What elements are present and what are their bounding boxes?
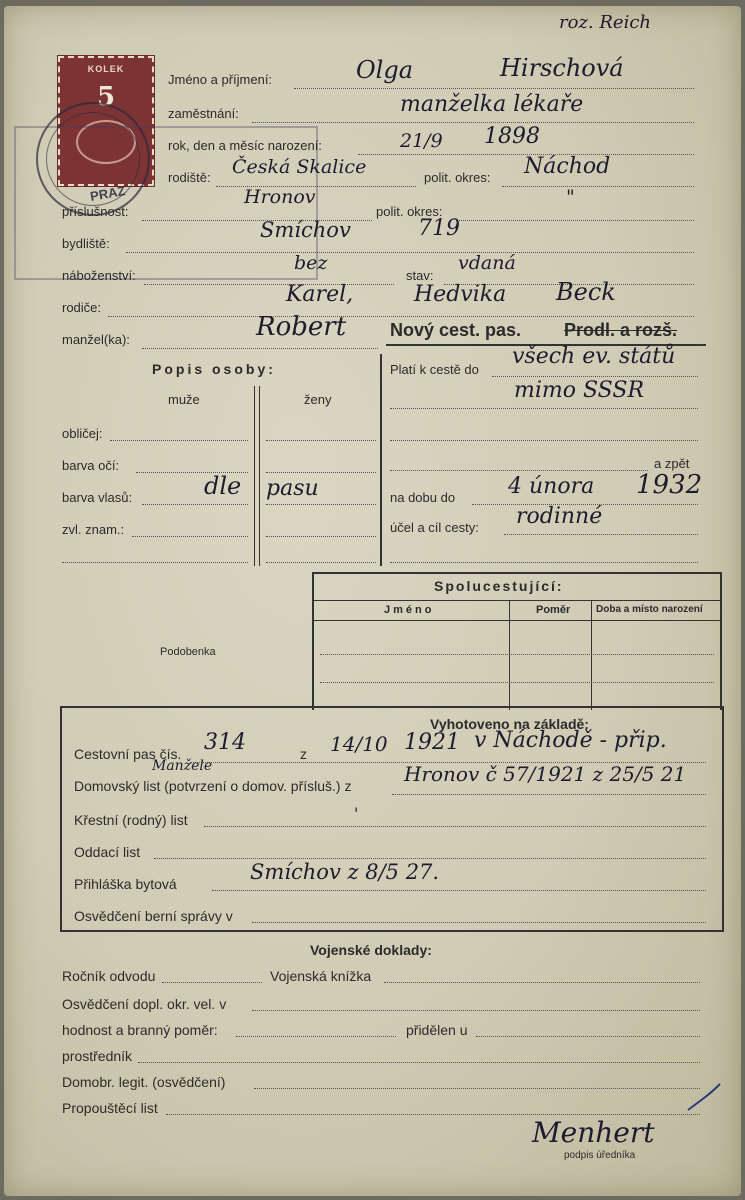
prostrednik-line (138, 1062, 700, 1063)
nabozenstvi-label: náboženství: (62, 268, 136, 283)
rodice-line (108, 316, 694, 317)
rocnik-label: Ročník odvodu (62, 968, 156, 984)
jmeno-line (294, 88, 694, 89)
krestni-line (204, 826, 706, 827)
prihlaska-label: Přihláška bytová (74, 876, 177, 892)
oci-line-2 (266, 472, 376, 473)
ucel-label: účel a cíl cesty: (390, 520, 479, 535)
popis-title: Popis osoby: (152, 361, 276, 377)
ucel-line (504, 534, 698, 535)
bydliste-label: bydliště: (62, 236, 110, 251)
osvedceni-dopl-label: Osvědčení dopl. okr. vel. v (62, 996, 227, 1012)
rodice-value-3: Beck (556, 278, 616, 306)
spolu-col-doba: Doba a místo narození (596, 604, 703, 615)
bydliste-no: 719 (418, 216, 460, 241)
domovsky-label: Domovský list (potvrzení o domov. přísluš.) z (74, 778, 352, 794)
prostrednik-label: prostředník (62, 1048, 133, 1064)
knizka-line (384, 982, 700, 983)
zvl-line-4 (266, 562, 376, 563)
top-note: roz. Reich (559, 12, 652, 33)
plati-value-1: všech ev. států (512, 344, 676, 369)
vlasu-line-1 (142, 504, 248, 505)
manzel-line (142, 348, 378, 349)
nabozenstvi-value: bez (294, 252, 328, 274)
popis-oblicej: obličej: (62, 426, 103, 441)
cestovni-year: 1921 (404, 730, 460, 755)
zamestnani-value: manželka lékaře (400, 92, 584, 117)
knizka-label: Vojenská knížka (270, 968, 372, 984)
rodice-value-2: Hedvika (414, 282, 507, 307)
popis-barva-oci: barva očí: (62, 458, 120, 473)
stav-label: stav: (406, 268, 434, 283)
cestovni-note: Manžele (152, 758, 213, 774)
spolu-header-bottom (314, 620, 720, 621)
polit-okres-label-1: polit. okres: (424, 170, 491, 185)
police-seal-text: PRAZ (88, 183, 127, 204)
passport-title-struck: Prodl. a rozš. (564, 320, 678, 340)
cestovni-no: 314 (204, 730, 246, 755)
oddaci-line (154, 858, 706, 859)
cestovni-place: v Náchodě - přip. (474, 728, 667, 753)
zvl-line-1 (132, 536, 248, 537)
krestni-mark: ' (354, 804, 359, 823)
popis-value-1: dle (204, 472, 242, 500)
narozeni-year: 1898 (484, 124, 540, 149)
cestovni-date: 14/10 (330, 732, 388, 756)
polit-okres-line-2 (456, 220, 694, 221)
popis-zvl-znam: zvl. znam.: (62, 522, 125, 537)
manzel-value: Robert (256, 312, 347, 342)
middle-divider (380, 354, 382, 566)
propousteci-label: Propouštěcí list (62, 1100, 158, 1116)
vlasu-line-2 (266, 504, 376, 505)
stav-value: vdaná (458, 252, 516, 274)
plati-line-3 (390, 440, 698, 441)
propousteci-line (166, 1114, 700, 1115)
osvedceni-berni-label: Osvědčení berní správy v (74, 908, 233, 924)
domobr-label: Domobr. legit. (osvědčení) (62, 1074, 226, 1090)
revenue-stamp-label: KOLEK (87, 64, 125, 74)
dobu-year: 1932 (636, 470, 703, 500)
hodnost-label: hodnost a branný poměr: (62, 1022, 218, 1038)
plati-label: Platí k cestě do (390, 362, 479, 377)
popis-col-zeny: ženy (304, 392, 332, 407)
oblicej-line-2 (266, 440, 376, 441)
dobu-label: na dobu do (390, 490, 456, 505)
nabozenstvi-line (144, 284, 394, 285)
ucel-line-2 (390, 562, 698, 563)
popis-barva-vlasu: barva vlasů: (62, 490, 133, 505)
spolu-row-2 (320, 682, 714, 683)
zvl-line-2 (266, 536, 376, 537)
dobu-month: 4 února (508, 474, 595, 499)
podobenka-label: Podobenka (160, 646, 216, 658)
spolu-col-jmeno: Jméno (384, 604, 435, 616)
rodice-label: rodiče: (62, 300, 102, 315)
prihlaska-line (212, 890, 706, 891)
polit-okres-value-1: Náchod (524, 154, 611, 179)
hodnost-line (236, 1036, 396, 1037)
plati-line-2 (390, 408, 698, 409)
rodiste-label: rodiště: (168, 170, 211, 185)
popis-divider-b (259, 386, 260, 566)
osvedceni-berni-line (252, 922, 706, 923)
spolucestujici-table (312, 572, 722, 710)
spolu-row-1 (320, 654, 714, 655)
jmeno-label: Jméno a příjmení: (168, 72, 273, 87)
plati-value-2: mimo SSSR (514, 378, 645, 403)
prihlaska-value: Smíchov z 8/5 27. (250, 860, 440, 884)
oddaci-label: Oddací list (74, 844, 141, 860)
spolu-header-top (314, 600, 720, 601)
popis-divider-a (254, 386, 255, 566)
check-mark-icon (684, 1080, 724, 1116)
revenue-stamp-value: 5 (96, 82, 116, 112)
domovsky-value: Hronov č 57/1921 z 25/5 21 (404, 762, 687, 786)
document-page (4, 6, 741, 1196)
krestni-label: Křestní (rodný) list (74, 812, 188, 828)
ucel-value: rodinné (516, 504, 603, 529)
spolu-col-sep-2 (591, 600, 592, 710)
official-signature: Menhert (532, 1116, 655, 1149)
zamestnani-label: zaměstnání: (168, 106, 239, 121)
rodiste-value: Česká Skalice (232, 156, 367, 178)
zaklad-title: Vyhotoveno na základě: (430, 716, 589, 732)
plati-line-4 (390, 470, 648, 471)
spolu-col-pomer: Poměr (536, 604, 571, 616)
rodice-value-1: Karel, (286, 282, 354, 307)
osvedceni-dopl-line (252, 1010, 700, 1011)
pridelen-label: přidělen u (406, 1022, 468, 1038)
bydliste-line (126, 252, 694, 253)
a-zpet: a zpět (654, 456, 690, 471)
bydliste-place: Smíchov (260, 218, 351, 242)
zamestnani-line (252, 122, 694, 123)
zvl-line-3 (62, 562, 248, 563)
polit-okres-value-2: " (566, 186, 575, 208)
polit-okres-line-1 (502, 186, 694, 187)
manzel-label: manžel(ka): (62, 332, 130, 347)
prislusnost-label: příslušnost: (62, 204, 129, 219)
cestovni-z: z (300, 746, 307, 762)
vojenske-title: Vojenské doklady: (310, 942, 432, 958)
pridelen-line (476, 1036, 700, 1037)
oblicej-line-1 (110, 440, 248, 441)
polit-okres-label-2: polit. okres: (376, 204, 443, 219)
popis-col-muze: muže (168, 392, 200, 407)
narozeni-label: rok, den a měsíc narození: (168, 138, 322, 153)
prislusnost-value: Hronov (244, 186, 316, 208)
domovsky-line (392, 794, 706, 795)
spolu-title: Spolucestující: (434, 578, 564, 594)
passport-title-new: Nový cest. pas. (390, 320, 522, 340)
jmeno-last: Hirschová (500, 54, 624, 82)
podpis-label: podpis úředníka (564, 1150, 636, 1161)
cestovni-label: Cestovní pas čís. (74, 746, 182, 762)
narozeni-day: 21/9 (400, 130, 443, 152)
zaklad-top-left (60, 706, 314, 708)
domobr-line (254, 1088, 700, 1089)
plati-line-1 (492, 376, 698, 377)
jmeno-first: Olga (356, 56, 414, 84)
rocnik-line (162, 982, 262, 983)
popis-value-2: pasu (266, 476, 319, 501)
spolu-col-sep-1 (509, 600, 510, 710)
